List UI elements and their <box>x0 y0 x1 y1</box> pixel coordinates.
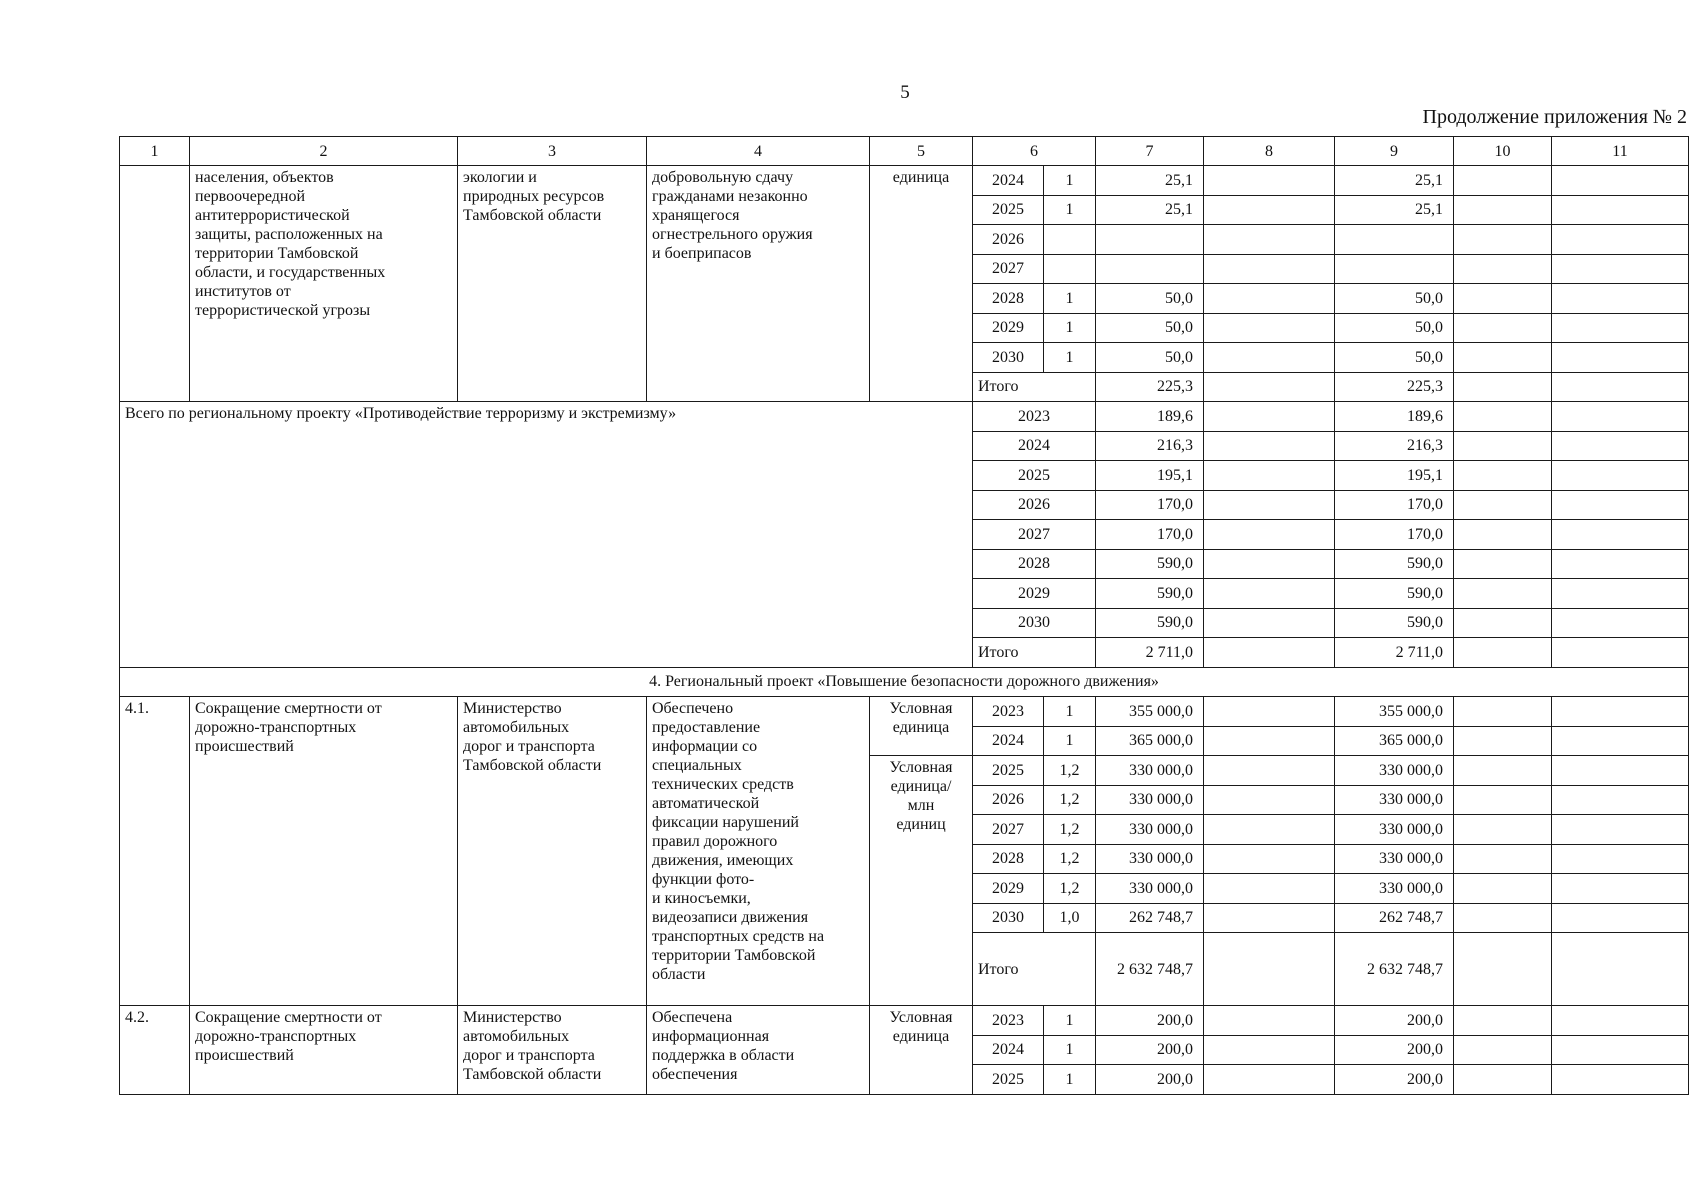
cell-value-8 <box>1204 1006 1335 1036</box>
cell-value-10 <box>1454 874 1552 904</box>
cell-value-11 <box>1552 166 1689 196</box>
cell-goal: Сокращение смертности от дорожно-транспортных происшествий <box>190 1006 458 1095</box>
cell-value-9: 50,0 <box>1335 284 1454 314</box>
cell-value-10 <box>1454 284 1552 314</box>
cell-value-9: 262 748,7 <box>1335 903 1454 933</box>
cell-value-10 <box>1454 549 1552 579</box>
cell-value-7 <box>1096 254 1204 284</box>
cell-value-7: 200,0 <box>1096 1006 1204 1036</box>
cell-goal: населения, объектов первоочередной антитеррористической защиты, расположенных на территории Тамбовской области, и государственных институтов от террористической угрозы <box>190 166 458 402</box>
cell-coef: 1,2 <box>1044 874 1096 904</box>
cell-year: 2026 <box>973 490 1096 520</box>
cell-value-11 <box>1552 284 1689 314</box>
cell-value-10 <box>1454 785 1552 815</box>
cell-value-11 <box>1552 579 1689 609</box>
cell-value-11 <box>1552 903 1689 933</box>
cell-value-8 <box>1204 284 1335 314</box>
cell-value-8 <box>1204 638 1335 668</box>
cell-unit: Условная единица <box>870 697 973 756</box>
cell-value-8 <box>1204 195 1335 225</box>
column-header: 7 <box>1096 137 1204 166</box>
cell-value-8 <box>1204 313 1335 343</box>
cell-value-11 <box>1552 490 1689 520</box>
cell-number <box>120 166 190 402</box>
cell-value-9: 590,0 <box>1335 579 1454 609</box>
cell-total-label: Итого <box>973 933 1096 1006</box>
cell-coef: 1 <box>1044 1006 1096 1036</box>
column-header: 11 <box>1552 137 1689 166</box>
cell-value-8 <box>1204 549 1335 579</box>
cell-value-11 <box>1552 697 1689 727</box>
cell-value-11 <box>1552 520 1689 550</box>
cell-value-7: 330 000,0 <box>1096 844 1204 874</box>
cell-value-11 <box>1552 549 1689 579</box>
cell-year: 2023 <box>973 697 1044 727</box>
cell-value-7: 2 711,0 <box>1096 638 1204 668</box>
cell-value-8 <box>1204 844 1335 874</box>
column-header: 5 <box>870 137 973 166</box>
cell-value-11 <box>1552 1006 1689 1036</box>
table-row <box>120 1006 1689 1036</box>
cell-value-7: 200,0 <box>1096 1035 1204 1065</box>
cell-value-7 <box>1096 225 1204 255</box>
cell-value-7: 355 000,0 <box>1096 697 1204 727</box>
cell-value-10 <box>1454 490 1552 520</box>
cell-value-8 <box>1204 903 1335 933</box>
cell-responsible: Министерство автомобильных дорог и транспорта Тамбовской области <box>458 697 647 1006</box>
cell-value-10 <box>1454 313 1552 343</box>
cell-year: 2029 <box>973 874 1044 904</box>
cell-value-8 <box>1204 1035 1335 1065</box>
cell-year: 2030 <box>973 343 1044 373</box>
cell-value-7: 170,0 <box>1096 520 1204 550</box>
cell-value-7: 330 000,0 <box>1096 815 1204 845</box>
appendix-continuation-label: Продолжение приложения № 2 <box>1422 106 1687 128</box>
cell-coef: 1,0 <box>1044 903 1096 933</box>
cell-coef: 1 <box>1044 1035 1096 1065</box>
cell-value-9: 225,3 <box>1335 372 1454 402</box>
budget-table <box>119 136 1689 1095</box>
column-header: 6 <box>973 137 1096 166</box>
cell-value-8 <box>1204 874 1335 904</box>
cell-value-9: 330 000,0 <box>1335 756 1454 786</box>
cell-value-9: 590,0 <box>1335 608 1454 638</box>
cell-year: 2027 <box>973 520 1096 550</box>
cell-coef: 1,2 <box>1044 785 1096 815</box>
cell-value-7: 590,0 <box>1096 608 1204 638</box>
cell-value-9: 50,0 <box>1335 313 1454 343</box>
cell-value-10 <box>1454 343 1552 373</box>
cell-value-8 <box>1204 254 1335 284</box>
cell-value-9: 330 000,0 <box>1335 844 1454 874</box>
cell-value-7: 189,6 <box>1096 402 1204 432</box>
cell-responsible: экологии и природных ресурсов Тамбовской области <box>458 166 647 402</box>
cell-value-7: 330 000,0 <box>1096 756 1204 786</box>
column-header: 2 <box>190 137 458 166</box>
cell-value-9: 590,0 <box>1335 549 1454 579</box>
cell-value-10 <box>1454 195 1552 225</box>
cell-value-11 <box>1552 844 1689 874</box>
cell-value-10 <box>1454 1035 1552 1065</box>
cell-value-10 <box>1454 461 1552 491</box>
cell-value-11 <box>1552 785 1689 815</box>
cell-value-10 <box>1454 254 1552 284</box>
cell-value-11 <box>1552 756 1689 786</box>
cell-coef: 1,2 <box>1044 815 1096 845</box>
cell-year: 2023 <box>973 1006 1044 1036</box>
cell-value-10 <box>1454 579 1552 609</box>
cell-value-8 <box>1204 225 1335 255</box>
cell-value-7: 170,0 <box>1096 490 1204 520</box>
page-number: 5 <box>900 82 910 103</box>
cell-value-10 <box>1454 903 1552 933</box>
cell-year: 2028 <box>973 284 1044 314</box>
cell-value-7: 50,0 <box>1096 284 1204 314</box>
cell-value-10 <box>1454 1065 1552 1095</box>
table-row <box>120 166 1689 196</box>
cell-year: 2030 <box>973 608 1096 638</box>
cell-value-11 <box>1552 874 1689 904</box>
cell-value-8 <box>1204 1065 1335 1095</box>
cell-value-10 <box>1454 372 1552 402</box>
cell-value-8 <box>1204 372 1335 402</box>
cell-value-10 <box>1454 402 1552 432</box>
cell-responsible: Министерство автомобильных дорог и транспорта Тамбовской области <box>458 1006 647 1095</box>
cell-value-10 <box>1454 726 1552 756</box>
section-row <box>120 667 1689 697</box>
cell-value-11 <box>1552 1035 1689 1065</box>
cell-value-9: 25,1 <box>1335 195 1454 225</box>
summary-label: Всего по региональному проекту «Противодействие терроризму и экстремизму» <box>120 402 973 668</box>
cell-value-7: 50,0 <box>1096 343 1204 373</box>
cell-value-9: 200,0 <box>1335 1035 1454 1065</box>
cell-year: 2024 <box>973 431 1096 461</box>
cell-value-9: 355 000,0 <box>1335 697 1454 727</box>
cell-unit: Условная единица <box>870 1006 973 1095</box>
cell-year: 2026 <box>973 225 1044 255</box>
cell-value-9: 50,0 <box>1335 343 1454 373</box>
cell-coef: 1,2 <box>1044 756 1096 786</box>
cell-value-7: 200,0 <box>1096 1065 1204 1095</box>
cell-value-7: 50,0 <box>1096 313 1204 343</box>
cell-year: 2030 <box>973 903 1044 933</box>
cell-value-9: 25,1 <box>1335 166 1454 196</box>
cell-number: 4.1. <box>120 697 190 1006</box>
cell-coef: 1 <box>1044 195 1096 225</box>
cell-value-8 <box>1204 166 1335 196</box>
cell-year: 2023 <box>973 402 1096 432</box>
cell-value-9: 195,1 <box>1335 461 1454 491</box>
cell-value-7: 216,3 <box>1096 431 1204 461</box>
cell-value-9: 365 000,0 <box>1335 726 1454 756</box>
cell-value-10 <box>1454 756 1552 786</box>
cell-year: 2029 <box>973 313 1044 343</box>
table-row <box>120 697 1689 727</box>
cell-value-11 <box>1552 933 1689 1006</box>
cell-value-9: 2 632 748,7 <box>1335 933 1454 1006</box>
cell-value-8 <box>1204 490 1335 520</box>
cell-goal: Сокращение смертности от дорожно-транспортных происшествий <box>190 697 458 1006</box>
cell-year: 2028 <box>973 549 1096 579</box>
cell-coef: 1 <box>1044 313 1096 343</box>
cell-value-7: 590,0 <box>1096 549 1204 579</box>
cell-result: добровольную сдачу гражданами незаконно хранящегося огнестрельного оружия и боеприпасов <box>647 166 870 402</box>
section-title: 4. Региональный проект «Повышение безопасности дорожного движения» <box>120 667 1689 697</box>
cell-coef: 1 <box>1044 726 1096 756</box>
cell-value-8 <box>1204 815 1335 845</box>
cell-value-11 <box>1552 815 1689 845</box>
cell-value-11 <box>1552 254 1689 284</box>
cell-value-7: 225,3 <box>1096 372 1204 402</box>
cell-value-9: 330 000,0 <box>1335 815 1454 845</box>
cell-value-10 <box>1454 520 1552 550</box>
cell-value-9: 200,0 <box>1335 1065 1454 1095</box>
cell-coef: 1 <box>1044 166 1096 196</box>
cell-value-9: 200,0 <box>1335 1006 1454 1036</box>
cell-value-9: 2 711,0 <box>1335 638 1454 668</box>
column-header: 4 <box>647 137 870 166</box>
cell-result: Обеспечена информационная поддержка в области обеспечения <box>647 1006 870 1095</box>
cell-year: 2025 <box>973 1065 1044 1095</box>
cell-value-7: 25,1 <box>1096 166 1204 196</box>
cell-unit: единица <box>870 166 973 402</box>
cell-value-7: 262 748,7 <box>1096 903 1204 933</box>
column-header: 8 <box>1204 137 1335 166</box>
cell-value-8 <box>1204 785 1335 815</box>
cell-value-9: 330 000,0 <box>1335 874 1454 904</box>
cell-value-10 <box>1454 933 1552 1006</box>
cell-number: 4.2. <box>120 1006 190 1095</box>
cell-year: 2025 <box>973 461 1096 491</box>
cell-total-label: Итого <box>973 638 1096 668</box>
cell-value-11 <box>1552 195 1689 225</box>
cell-value-8 <box>1204 608 1335 638</box>
cell-coef: 1 <box>1044 284 1096 314</box>
cell-value-8 <box>1204 431 1335 461</box>
cell-value-8 <box>1204 579 1335 609</box>
cell-year: 2026 <box>973 785 1044 815</box>
cell-coef: 1 <box>1044 1065 1096 1095</box>
cell-value-11 <box>1552 431 1689 461</box>
cell-value-11 <box>1552 313 1689 343</box>
cell-result: Обеспечено предоставление информации со специальных технических средств автоматической фиксации нарушений правил дорожного движения, имеющих функции фото- и киносъемки, видеозаписи движения транспортных средств на территории Тамбовской области <box>647 697 870 1006</box>
cell-coef: 1 <box>1044 697 1096 727</box>
cell-value-8 <box>1204 402 1335 432</box>
cell-coef <box>1044 225 1096 255</box>
cell-value-10 <box>1454 697 1552 727</box>
cell-value-10 <box>1454 225 1552 255</box>
cell-value-7: 330 000,0 <box>1096 874 1204 904</box>
cell-value-8 <box>1204 520 1335 550</box>
cell-year: 2029 <box>973 579 1096 609</box>
column-header: 10 <box>1454 137 1552 166</box>
cell-value-10 <box>1454 608 1552 638</box>
cell-year: 2025 <box>973 756 1044 786</box>
cell-value-9: 330 000,0 <box>1335 785 1454 815</box>
cell-year: 2028 <box>973 844 1044 874</box>
cell-value-10 <box>1454 1006 1552 1036</box>
cell-value-8 <box>1204 933 1335 1006</box>
column-number-row <box>120 137 1689 166</box>
cell-value-10 <box>1454 815 1552 845</box>
cell-value-10 <box>1454 638 1552 668</box>
cell-value-11 <box>1552 461 1689 491</box>
cell-value-11 <box>1552 1065 1689 1095</box>
cell-year: 2024 <box>973 1035 1044 1065</box>
cell-value-7: 195,1 <box>1096 461 1204 491</box>
cell-value-9: 216,3 <box>1335 431 1454 461</box>
cell-coef <box>1044 254 1096 284</box>
cell-value-10 <box>1454 431 1552 461</box>
cell-value-8 <box>1204 756 1335 786</box>
cell-value-7: 25,1 <box>1096 195 1204 225</box>
cell-year: 2027 <box>973 254 1044 284</box>
cell-year: 2025 <box>973 195 1044 225</box>
cell-value-8 <box>1204 343 1335 373</box>
cell-value-9: 170,0 <box>1335 520 1454 550</box>
cell-value-8 <box>1204 726 1335 756</box>
cell-value-7: 365 000,0 <box>1096 726 1204 756</box>
cell-value-11 <box>1552 638 1689 668</box>
table-row <box>120 402 1689 432</box>
cell-year: 2027 <box>973 815 1044 845</box>
cell-value-10 <box>1454 166 1552 196</box>
column-header: 1 <box>120 137 190 166</box>
cell-coef: 1,2 <box>1044 844 1096 874</box>
column-header: 9 <box>1335 137 1454 166</box>
cell-value-11 <box>1552 726 1689 756</box>
cell-value-9 <box>1335 254 1454 284</box>
cell-value-8 <box>1204 697 1335 727</box>
cell-value-11 <box>1552 402 1689 432</box>
cell-unit: Условная единица/ млн единиц <box>870 756 973 1006</box>
cell-value-11 <box>1552 343 1689 373</box>
cell-value-11 <box>1552 225 1689 255</box>
cell-value-7: 330 000,0 <box>1096 785 1204 815</box>
column-header: 3 <box>458 137 647 166</box>
cell-coef: 1 <box>1044 343 1096 373</box>
cell-value-10 <box>1454 844 1552 874</box>
cell-value-9: 170,0 <box>1335 490 1454 520</box>
cell-value-7: 590,0 <box>1096 579 1204 609</box>
cell-value-11 <box>1552 372 1689 402</box>
cell-value-8 <box>1204 461 1335 491</box>
cell-value-11 <box>1552 608 1689 638</box>
cell-year: 2024 <box>973 166 1044 196</box>
cell-value-7: 2 632 748,7 <box>1096 933 1204 1006</box>
cell-year: 2024 <box>973 726 1044 756</box>
cell-value-9 <box>1335 225 1454 255</box>
cell-value-9: 189,6 <box>1335 402 1454 432</box>
cell-total-label: Итого <box>973 372 1096 402</box>
